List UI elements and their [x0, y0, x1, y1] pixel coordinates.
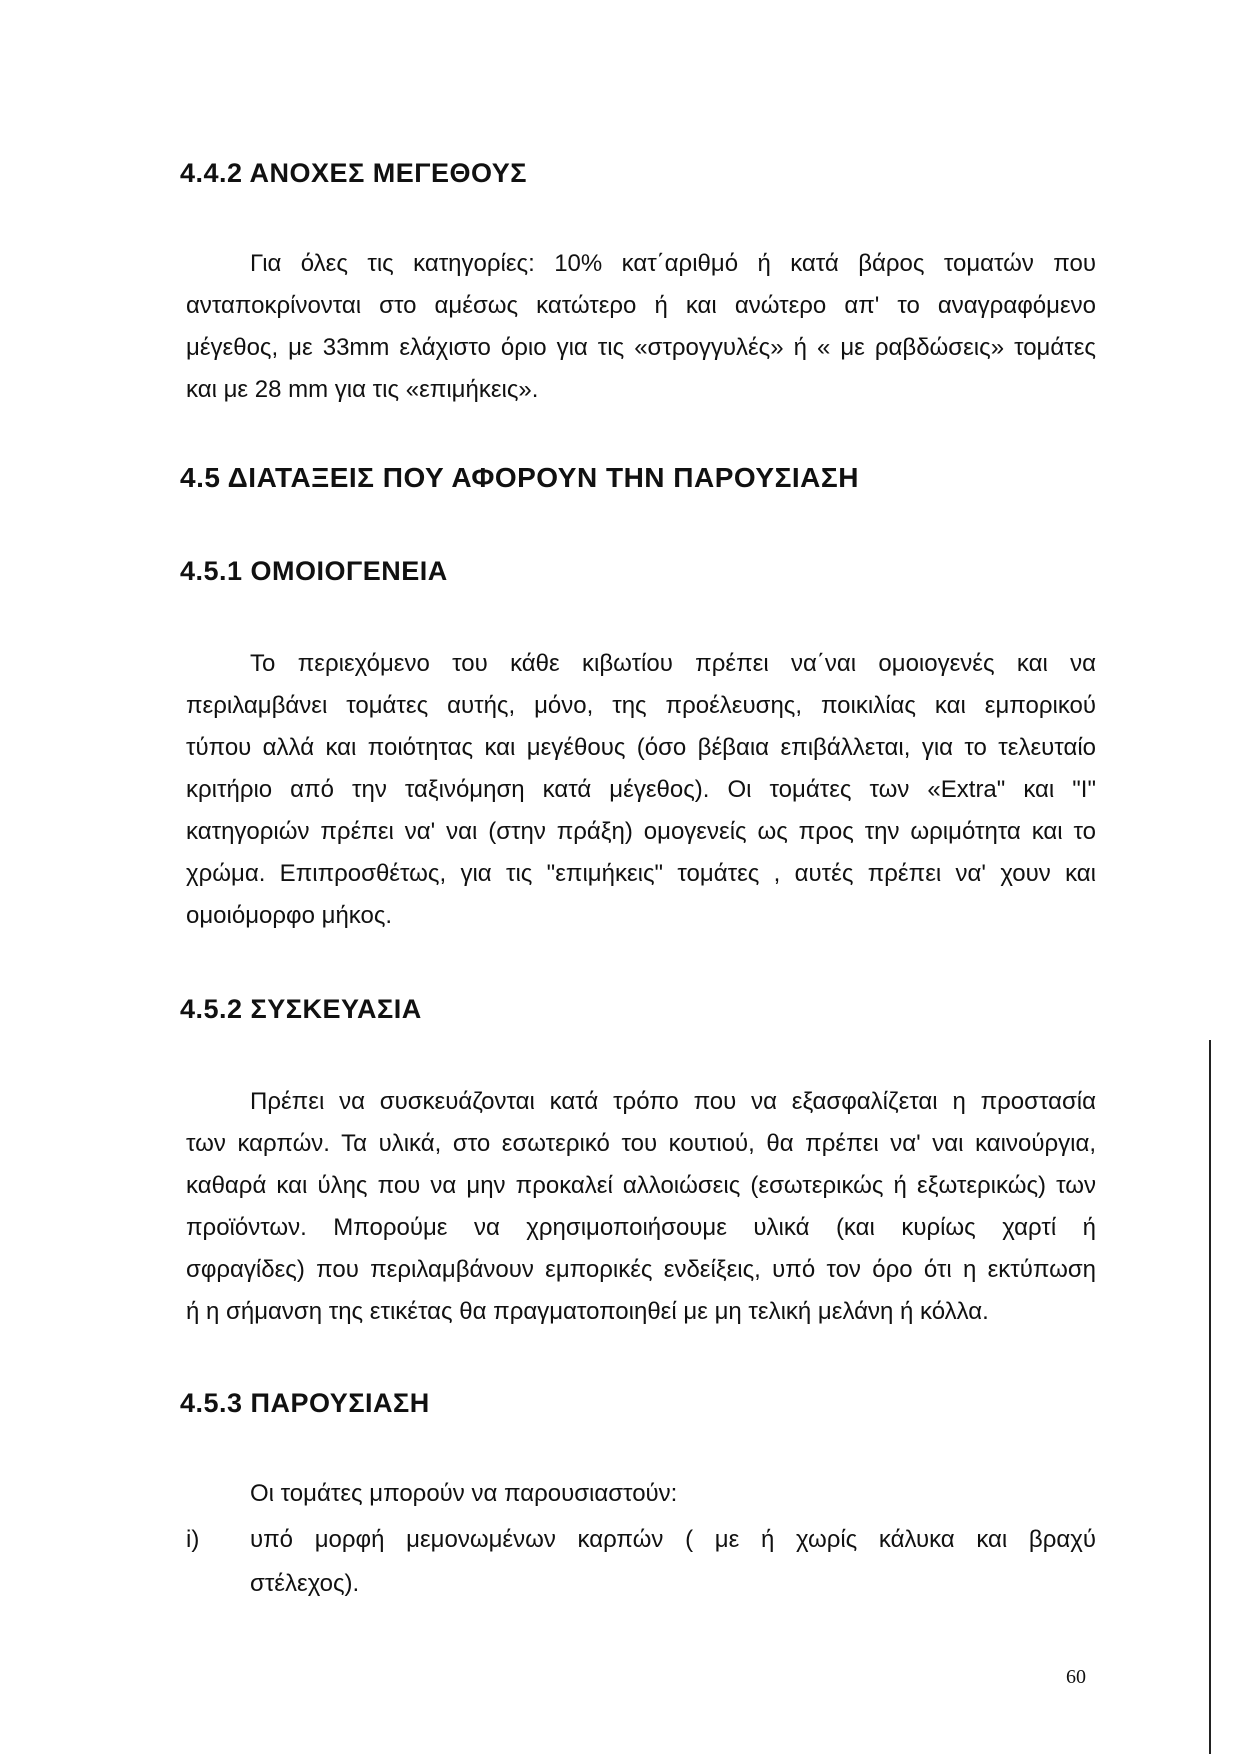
paragraph-line: Για όλες τις κατηγορίες: 10% κατ΄αριθμό ή κατά βάρος τοματών που	[250, 250, 1096, 277]
paragraph-line: Το περιεχόμενο του κάθε κιβωτίου πρέπει να΄ναι ομοιογενές και να	[250, 650, 1096, 677]
scan-edge-line	[1209, 1040, 1211, 1754]
paragraph-line: ομοιόμορφο μήκος.	[186, 902, 393, 929]
list-item-line: υπό μορφή μεμονωμένων καρπών ( με ή χωρίς κάλυκα και βραχύ	[250, 1526, 1096, 1553]
paragraph-line: και με 28 mm για τις «επιμήκεις».	[186, 376, 539, 403]
list-item-line: στέλεχος).	[250, 1570, 360, 1597]
paragraph-line: ή η σήμανση της ετικέτας θα πραγματοποιηθεί με μη τελική μελάνη ή κόλλα.	[186, 1298, 989, 1325]
paragraph-line: κριτήριο από την ταξινόμηση κατά μέγεθος). Οι τομάτες των «Extra" και "I"	[186, 776, 1096, 803]
paragraph-line: των καρπών. Τα υλικά, στο εσωτερικό του κουτιού, θα πρέπει να' ναι καινούργια,	[186, 1130, 1096, 1157]
page-number: 60	[1066, 1666, 1086, 1688]
paragraph-line: κατηγοριών πρέπει να' ναι (στην πράξη) ομογενείς ως προς την ωριμότητα και το	[186, 818, 1096, 845]
section-heading-4-5: 4.5 ΔΙΑΤΑΞΕΙΣ ΠΟΥ ΑΦΟΡΟΥΝ ΤΗΝ ΠΑΡΟΥΣΙΑΣΗ	[180, 462, 859, 493]
section-heading-4-5-1: 4.5.1 ΟΜΟΙΟΓΕΝΕΙΑ	[180, 556, 448, 586]
paragraph-line: περιλαμβάνει τομάτες αυτής, μόνο, της προέλευσης, ποικιλίας και εμπορικού	[186, 692, 1096, 719]
list-marker: i)	[186, 1526, 200, 1553]
paragraph-line: προϊόντων. Μπορούμε να χρησιμοποιήσουμε υλικά (και κυρίως χαρτί ή	[186, 1214, 1096, 1241]
paragraph-line: ανταποκρίνονται στο αμέσως κατώτερο ή και ανώτερο απ' το αναγραφόμενο	[186, 292, 1096, 319]
section-heading-4-5-3: 4.5.3 ΠΑΡΟΥΣΙΑΣΗ	[180, 1388, 430, 1418]
intro-line: Οι τομάτες μπορούν να παρουσιαστούν:	[250, 1480, 678, 1507]
paragraph-line: Πρέπει να συσκευάζονται κατά τρόπο που να εξασφαλίζεται η προστασία	[250, 1088, 1096, 1115]
paragraph-line: μέγεθος, με 33mm ελάχιστο όριο για τις «στρογγυλές» ή « με ραβδώσεις» τομάτες	[186, 334, 1096, 361]
paragraph-line: καθαρά και ύλης που να μην προκαλεί αλλοιώσεις (εσωτερικώς ή εξωτερικώς) των	[186, 1172, 1096, 1199]
section-heading-4-4-2: 4.4.2 ΑΝΟΧΕΣ ΜΕΓΕΘΟΥΣ	[180, 158, 527, 188]
paragraph-line: τύπου αλλά και ποιότητας και μεγέθους (όσο βέβαια επιβάλλεται, για το τελευταίο	[186, 734, 1096, 761]
section-heading-4-5-2: 4.5.2 ΣΥΣΚΕΥΑΣΙΑ	[180, 994, 422, 1024]
paragraph-line: χρώμα. Επιπροσθέτως, για τις "επιμήκεις" τομάτες , αυτές πρέπει να' χουν και	[186, 860, 1096, 887]
paragraph-line: σφραγίδες) που περιλαμβάνουν εμπορικές ενδείξεις, υπό τον όρο ότι η εκτύπωση	[186, 1256, 1096, 1283]
